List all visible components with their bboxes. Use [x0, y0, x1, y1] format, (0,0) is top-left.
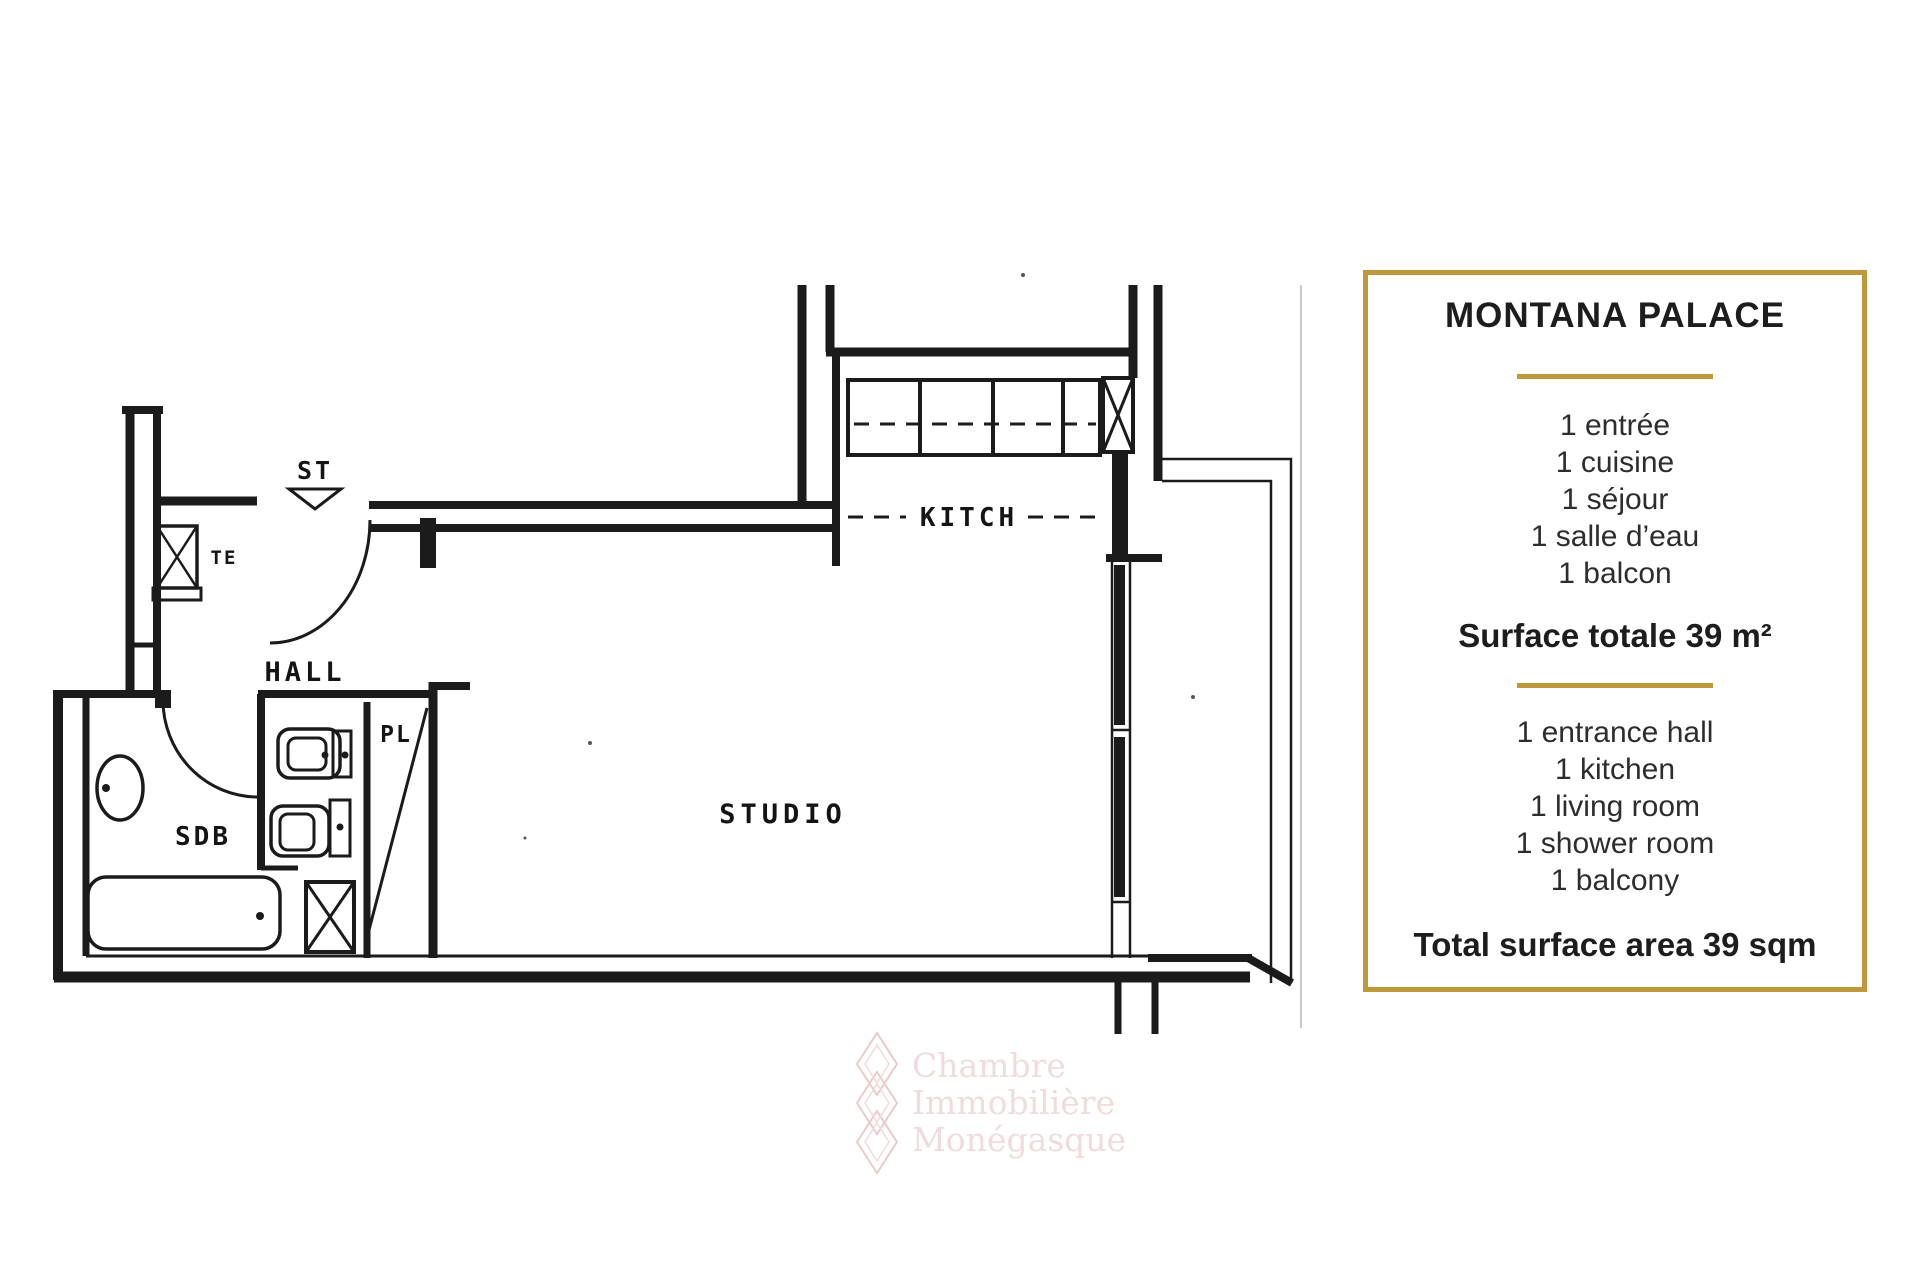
label-bathroom: SDB	[175, 822, 231, 852]
watermark-logo-icon	[857, 1033, 897, 1173]
room-item-en: 1 entrance hall	[1516, 716, 1714, 749]
total-surface-english: Total surface area 39 sqm	[1413, 926, 1817, 963]
room-item-fr: 1 balcon	[1558, 557, 1672, 590]
room-item-fr: 1 entrée	[1559, 409, 1671, 442]
gold-divider-middle	[1517, 683, 1713, 688]
label-kitchen: KITCH	[919, 503, 1019, 533]
window-glazing-upper	[1114, 565, 1125, 725]
room-item-en: 1 balcony	[1550, 864, 1680, 897]
room-item-en: 1 kitchen	[1554, 753, 1676, 786]
entrance-arrow-icon	[289, 489, 341, 509]
property-info-panel	[1363, 270, 1867, 992]
room-list-french	[1368, 407, 1862, 592]
room-item-fr: 1 cuisine	[1555, 446, 1675, 479]
room-item-en: 1 living room	[1529, 790, 1701, 823]
label-stairs: ST	[296, 456, 334, 485]
room-item-en: 1 shower room	[1515, 827, 1715, 860]
label-hall: HALL	[264, 657, 346, 688]
label-te-shaft: TE	[210, 547, 238, 569]
property-title: MONTANA PALACE	[1445, 296, 1785, 335]
kitchen-counter	[848, 378, 1133, 517]
entry-door-arc	[270, 520, 370, 643]
label-closet: PL	[380, 722, 412, 748]
print-specks	[524, 273, 1196, 840]
room-item-fr: 1 séjour	[1561, 483, 1669, 516]
watermark-text	[912, 1046, 1126, 1159]
bathroom-shaft-box	[306, 882, 354, 952]
toilet	[271, 800, 350, 856]
balcony-railing	[1162, 459, 1291, 983]
window-glazing-lower	[1114, 737, 1125, 897]
walls	[54, 285, 1292, 1034]
watermark-line-2: Immobilière	[912, 1083, 1116, 1122]
total-surface-french: Surface totale 39 m²	[1458, 617, 1772, 654]
bidet	[278, 729, 351, 778]
room-list-english	[1368, 714, 1862, 899]
bathroom-door-arc	[163, 700, 258, 797]
bathtub	[88, 877, 280, 949]
room-item-fr: 1 salle d’eau	[1530, 520, 1700, 553]
watermark-line-1: Chambre	[912, 1046, 1066, 1085]
window-wall	[1112, 556, 1130, 958]
watermark-line-3: Monégasque	[912, 1120, 1127, 1159]
gold-divider-top	[1517, 374, 1713, 379]
label-studio: STUDIO	[719, 799, 847, 830]
